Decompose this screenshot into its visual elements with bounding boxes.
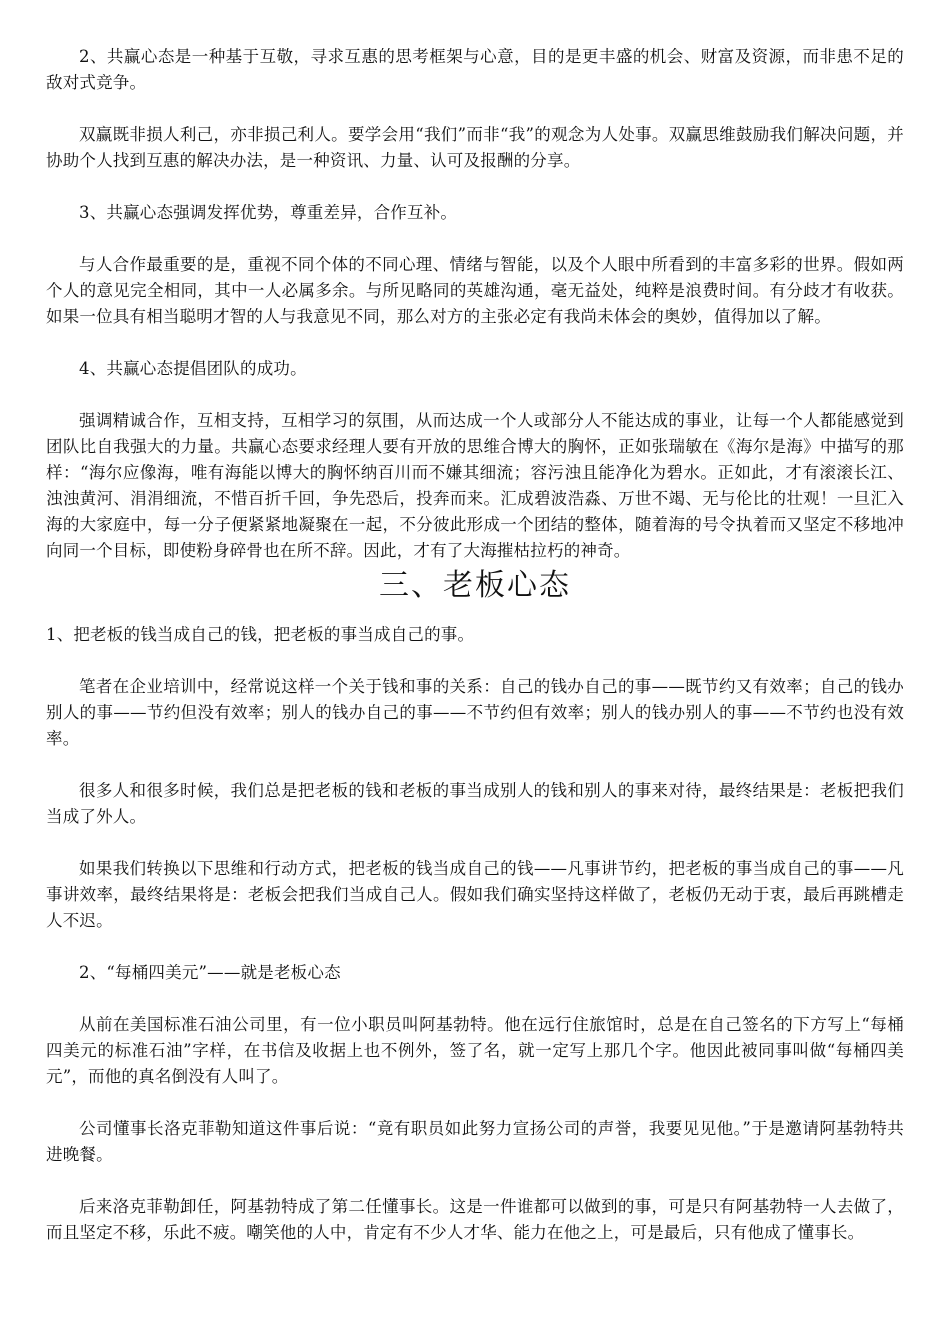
paragraph-change-thinking: 如果我们转换以下思维和行动方式，把老板的钱当成自己的钱——凡事讲节约，把老板的事当成自己的事——凡事讲效率，最终结果将是：老板会把我们当成自己人。假如我们确实坚持这样做了，老板仍无动于衷，最后再跳槽走人不迟。 xyxy=(46,859,904,930)
paragraph-point-4: 4、共赢心态提倡团队的成功。 xyxy=(79,359,307,378)
section-heading: 三、老板心态 xyxy=(379,568,571,603)
paragraph-boss-point-1: 1、把老板的钱当成自己的钱，把老板的事当成自己的事。 xyxy=(46,625,475,644)
paragraph-cooperation: 与人合作最重要的是，重视不同个体的不同心理、情绪与智能，以及个人眼中所看到的丰富多彩的世界。假如两个人的意见完全相同，其中一人必属多余。与所见略同的英雄沟通，毫无益处，纯粹是浪费时间。有分歧才有收获。如果一位具有相当聪明才智的人与我意见不同，那么对方的主张必定有我尚未体会的奥妙，值得加以了解。 xyxy=(46,255,904,326)
paragraph-win-win: 双赢既非损人利己，亦非损己利人。要学会用“我们”而非“我”的观念为人处事。双赢思维鼓励我们解决问题，并协助个人找到互惠的解决办法，是一种资讯、力量、认可及报酬的分享。 xyxy=(46,125,904,170)
paragraph-archbold-story: 从前在美国标准石油公司里，有一位小职员叫阿基勃特。他在远行住旅馆时，总是在自己签名的下方写上“每桶四美元的标准石油”字样，在书信及收据上也不例外，签了名，就一定写上那几个字。他因此被同事叫做“每桶四美元”，而他的真名倒没有人叫了。 xyxy=(46,1015,904,1086)
paragraph-point-3: 3、共赢心态强调发挥优势，尊重差异，合作互补。 xyxy=(79,203,458,222)
paragraph-money-and-things: 笔者在企业培训中，经常说这样一个关于钱和事的关系：自己的钱办自己的事——既节约又有效率；自己的钱办别人的事——节约但没有效率；别人的钱办自己的事——不节约但有效率；别人的钱办别人的事——不节约也没有效率。 xyxy=(46,677,904,748)
paragraph-outsider: 很多人和很多时候，我们总是把老板的钱和老板的事当成别人的钱和别人的事来对待，最终结果是：老板把我们当成了外人。 xyxy=(46,781,904,826)
paragraph-team-success: 强调精诚合作，互相支持，互相学习的氛围，从而达成一个人或部分人不能达成的事业，让每一个人都能感觉到团队比自我强大的力量。共赢心态要求经理人要有开放的思维合博大的胸怀，正如张瑞敏在《海尔是海》中描写的那样：“海尔应像海，唯有海能以博大的胸怀纳百川而不嫌其细流；容污浊且能净化为碧水。正如此，才有滚滚长江、浊浊黄河、涓涓细流，不惜百折千回，争先恐后，投奔而来。汇成碧波浩淼、万世不竭、无与伦比的壮观！一旦汇入海的大家庭中，每一分子便紧紧地凝聚在一起，不分彼此形成一个团结的整体，随着海的号令执着而又坚定不移地冲向同一个目标，即使粉身碎骨也在所不辞。因此，才有了大海摧枯拉朽的神奇。 xyxy=(46,411,904,560)
paragraph-boss-point-2: 2、“每桶四美元”——就是老板心态 xyxy=(79,963,341,982)
paragraph-point-2: 2、共赢心态是一种基于互敬，寻求互惠的思考框架与心意，目的是更丰盛的机会、财富及资源，而非患不足的敌对式竞争。 xyxy=(46,47,904,92)
paragraph-rockefeller: 公司懂事长洛克菲勒知道这件事后说：“竟有职员如此努力宣扬公司的声誉，我要见见他。”于是邀请阿基勃特共进晚餐。 xyxy=(46,1119,904,1164)
paragraph-chairman: 后来洛克菲勒卸任，阿基勃特成了第二任懂事长。这是一件谁都可以做到的事，可是只有阿基勃特一人去做了，而且坚定不移，乐此不疲。嘲笑他的人中，肯定有不少人才华、能力在他之上，可是最后，只有他成了懂事长。 xyxy=(46,1197,904,1242)
